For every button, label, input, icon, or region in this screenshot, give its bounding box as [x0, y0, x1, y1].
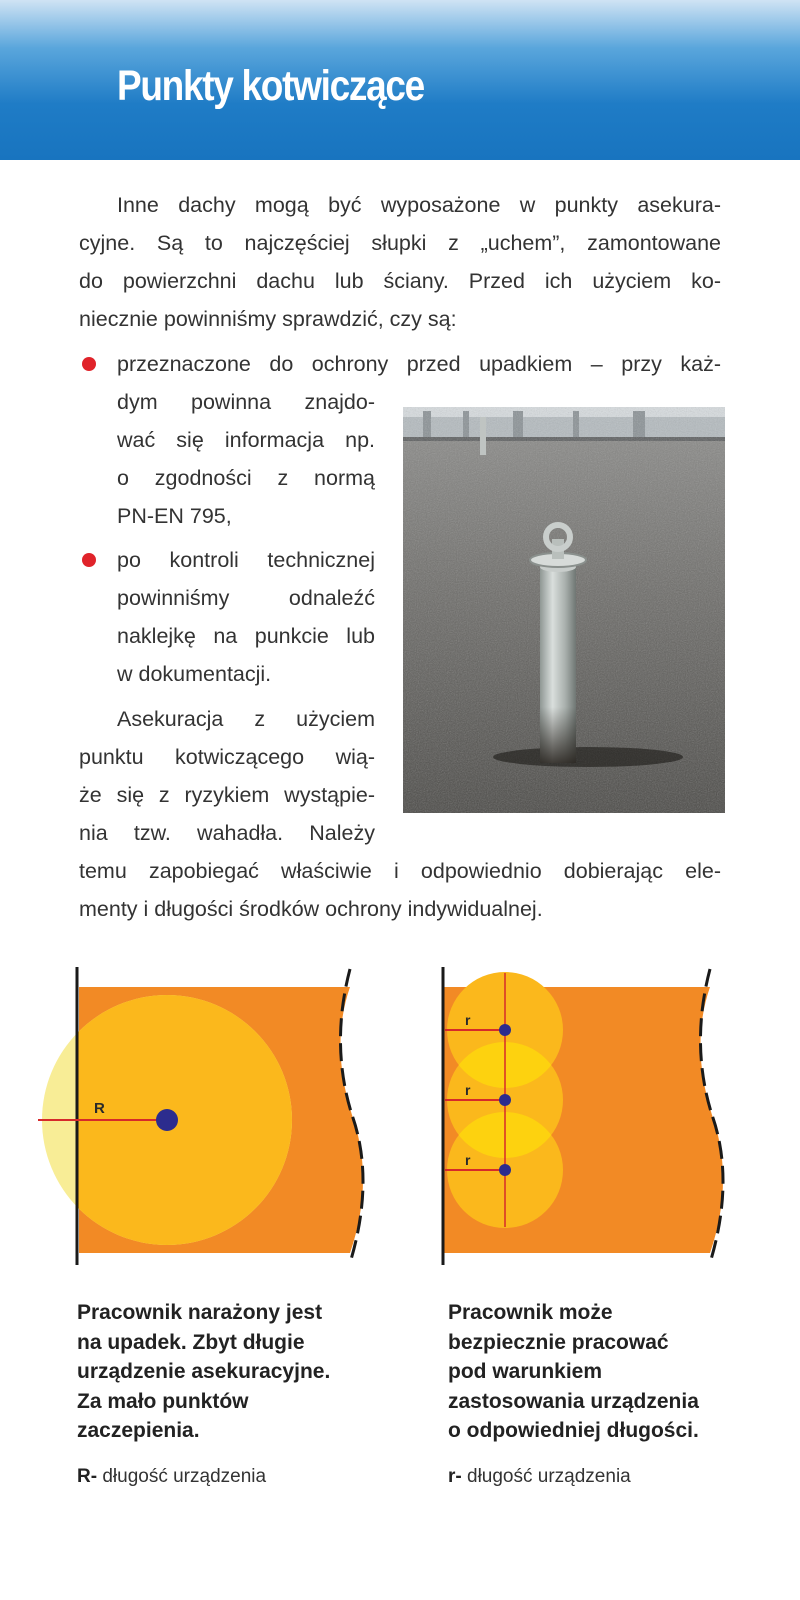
legend-left-text: długość urządzenia — [97, 1466, 267, 1487]
caption-left — [77, 1298, 330, 1446]
caption-left-line-5: zaczepienia. — [77, 1419, 200, 1442]
caption-right-line-3: pod warunkiem — [448, 1360, 603, 1383]
bullet-1-line-3: wać się informacja np. — [117, 428, 375, 452]
bullet-2-line-4: w dokumentacji. — [117, 662, 272, 686]
anchor-point-3 — [499, 1164, 511, 1176]
closing-line-2: punktu kotwiczącego wią- — [79, 745, 375, 769]
caption-right-line-5: o odpowiedniej długości. — [448, 1419, 699, 1442]
radius-label-2: r — [465, 1082, 471, 1098]
closing-line-4: nia tzw. wahadła. Należy — [79, 821, 375, 845]
caption-left-line-1: Pracownik narażony jest — [77, 1301, 323, 1324]
caption-right-line-4: zastosowania urządzenia — [448, 1389, 699, 1413]
legend-right — [448, 1466, 631, 1488]
intro-line-3: do powierzchni dachu lub ściany. Przed ich użyciem ko- — [79, 269, 721, 293]
bullet-2-line-2: powinniśmy odnaleźć — [117, 586, 375, 610]
caption-right — [448, 1298, 699, 1446]
anchor-point-1 — [499, 1024, 511, 1036]
bullet-1-line-5: PN-EN 795, — [117, 504, 232, 528]
closing-line-1: Asekuracja z użyciem — [117, 707, 375, 731]
bullet-dot-2 — [82, 553, 96, 567]
anchor-post-photo — [403, 407, 725, 813]
closing-line-3: że się z ryzykiem wystąpie- — [79, 783, 375, 807]
diagram-single-anchor — [30, 965, 370, 1265]
caption-left-line-2: na upadek. Zbyt długie — [77, 1330, 305, 1354]
caption-left-line-3: urządzenie asekuracyjne. — [77, 1360, 331, 1383]
bullet-1-line-2: dym powinna znajdo- — [117, 390, 375, 414]
caption-right-line-2: bezpiecznie pracować — [448, 1330, 669, 1354]
diagram-multiple-anchors — [425, 965, 765, 1265]
bullet-2-line-1: po kontroli technicznej — [117, 548, 375, 572]
radius-label-1: r — [465, 1012, 471, 1028]
caption-right-line-1: Pracownik może — [448, 1301, 613, 1324]
page-title: Punkty kotwiczące — [117, 62, 424, 110]
radius-label-3: r — [465, 1152, 471, 1168]
anchor-point-2 — [499, 1094, 511, 1106]
bullet-1-line-4: o zgodności z normą — [117, 466, 375, 490]
caption-left-line-4: Za mało punktów — [77, 1389, 249, 1413]
header-banner — [0, 0, 800, 160]
bullet-1-line-1: przeznaczone do ochrony przed upadkiem – przy każ- — [117, 352, 721, 376]
intro-line-4: niecznie powinniśmy sprawdzić, czy są: — [79, 307, 457, 331]
intro-line-1: Inne dachy mogą być wyposażone w punkty asekura- — [117, 193, 721, 217]
intro-line-2: cyjne. Są to najczęściej słupki z „uchem”, zamontowane — [79, 231, 721, 255]
legend-right-text: długość urządzenia — [461, 1466, 631, 1487]
radius-label: R — [94, 1100, 105, 1117]
legend-right-key: r- — [448, 1466, 462, 1487]
bullet-dot-1 — [82, 357, 96, 371]
closing-line-5: temu zapobiegać właściwie i odpowiednio dobierając ele- — [79, 859, 721, 883]
legend-left-key: R- — [77, 1466, 98, 1487]
anchor-point — [156, 1109, 178, 1131]
closing-line-6: menty i długości środków ochrony indywidualnej. — [79, 897, 543, 921]
bullet-2-line-3: naklejkę na punkcie lub — [117, 624, 375, 648]
legend-left — [77, 1466, 266, 1488]
